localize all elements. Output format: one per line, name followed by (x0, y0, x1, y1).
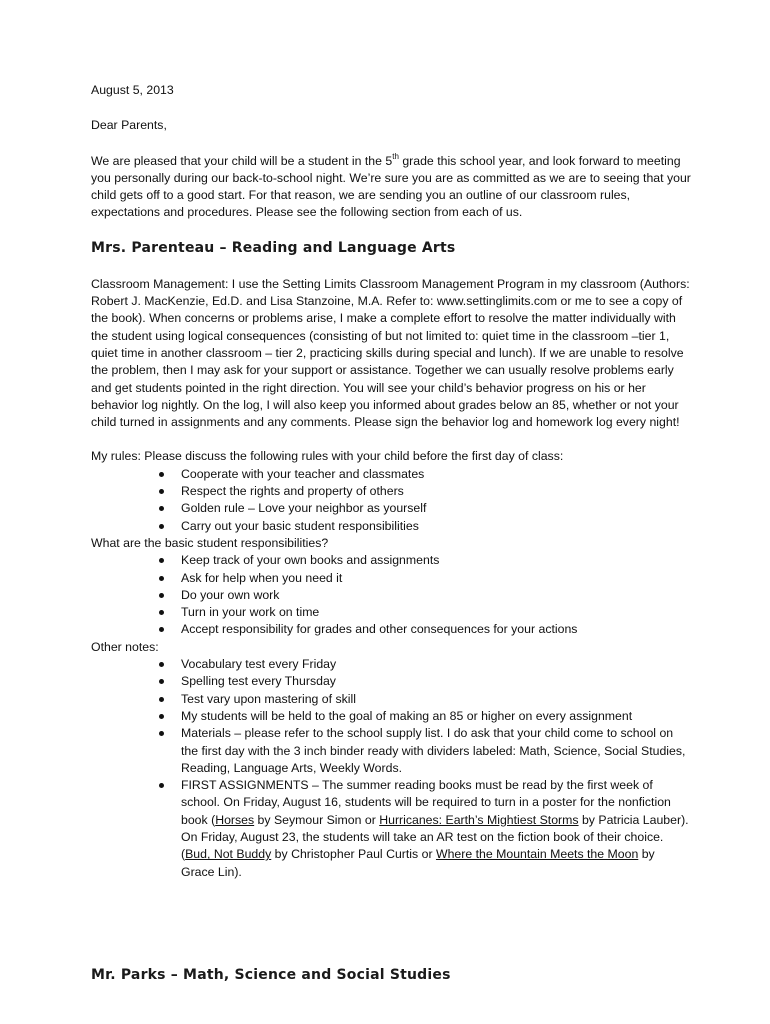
assign-text-1: FIRST ASSIGNMENTS – The summer reading books must be read by the first week of school. On Friday, August 16, students will be required to turn in a poster for the nonfiction book ( (181, 778, 671, 827)
intro-paragraph (91, 153, 691, 222)
bullet-icon (159, 662, 164, 667)
list-item (181, 483, 691, 500)
list-item (181, 587, 691, 604)
rules-intro: My rules: Please discuss the following rules with your child before the first day of class: (91, 449, 564, 464)
bullet-icon (159, 472, 164, 477)
list-item (181, 570, 691, 587)
list-item-text: Materials – please refer to the school supply list. I do ask that your child come to school on the first day with the 3 inch binder ready with dividers labeled: Math, Science, Social Studies, Reading, Language Arts, Weekly Words. (181, 726, 686, 775)
list-item (181, 673, 691, 690)
bullet-icon (159, 627, 164, 632)
letter-page (91, 82, 691, 881)
list-item-text: Accept responsibility for grades and other consequences for your actions (181, 622, 578, 637)
assign-text-3: by Patricia Lauber). On Friday, August 23, the students will take an AR test on the fiction book of their choice. ( (181, 812, 689, 862)
list-item-text: Golden rule – Love your neighbor as yourself (181, 501, 427, 516)
bullet-icon (159, 714, 164, 719)
notes-list (91, 656, 691, 881)
bullet-icon (159, 610, 164, 615)
bullet-icon (159, 576, 164, 581)
list-item-text: My students will be held to the goal of making an 85 or higher on every assignment (181, 708, 633, 723)
list-item (181, 500, 691, 517)
bullet-icon (159, 524, 164, 529)
book-title-horses: Horses (215, 812, 255, 827)
bullet-icon (159, 731, 164, 736)
bullet-icon (159, 506, 164, 511)
book-title-hurricanes: Hurricanes: Earth’s Mightiest Storms (379, 812, 579, 827)
list-item (181, 708, 691, 725)
rules-list (91, 466, 691, 535)
list-item (181, 604, 691, 621)
bullet-icon (159, 489, 164, 494)
list-item (181, 552, 691, 569)
list-item (181, 656, 691, 673)
notes-intro: Other notes: (91, 639, 159, 654)
intro-text-end: grade this school year, and look forward to meeting you personally during our back-to-school night. We’re sure you are as committed as we are to seeing that your child gets off to a good start. For that reason, we are sending you an outline of our classroom rules, expectations and procedures. Please see the following section from each of us. (91, 153, 691, 220)
list-item-text: Do your own work (181, 587, 280, 602)
list-item (181, 466, 691, 483)
list-item-text: Carry out your basic student responsibilities (181, 518, 419, 533)
list-item-text: Keep track of your own books and assignments (181, 553, 440, 568)
book-title-where-the-mountain: Where the Mountain Meets the Moon (435, 847, 639, 862)
assign-text-2: by Seymour Simon or (254, 812, 380, 827)
list-item (181, 621, 691, 638)
intro-superscript: th (392, 151, 399, 161)
bullet-icon (159, 783, 164, 788)
list-item-text: Test vary upon mastering of skill (181, 691, 356, 706)
bullet-icon (159, 697, 164, 702)
intro-text-start: We are pleased that your child will be a student in the 5 (91, 153, 393, 168)
list-item-text: Vocabulary test every Friday (181, 657, 337, 672)
assign-text-4: by Christopher Paul Curtis or (271, 847, 436, 862)
book-title-bud-not-buddy: Bud, Not Buddy (185, 847, 272, 862)
bullet-icon (159, 593, 164, 598)
letter-date: August 5, 2013 (91, 83, 174, 97)
list-item (181, 691, 691, 708)
list-item-text: Turn in your work on time (181, 605, 320, 620)
list-item-text: Ask for help when you need it (181, 570, 343, 585)
bullet-icon (159, 679, 164, 684)
section-heading-math: Mr. Parks – Math, Science and Social Studies (91, 967, 451, 983)
responsibilities-intro: What are the basic student responsibilities? (91, 535, 329, 550)
classroom-management-paragraph: Classroom Management: I use the Setting Limits Classroom Management Program in my classroom (Authors: Robert J. MacKenzie, Ed.D. and Lisa Stanzoine, M.A. Refer to: www.settinglimits.com or me to see a copy of the book). When concerns or problems arise, I make a complete effort to resolve the matter individually with the student using logical consequences (consisting of but not limited to: quiet time in the classroom –tier 1, quiet time in another classroom – tier 2, practicing skills during special and lunch). If we are unable to resolve the problem, then I may ask for your support or assistance. Together we can usually resolve problems early and get students pointed in the right direction. You will see your child’s behavior progress on his or her behavior log nightly. On the log, I will also keep you informed about grades below an 85, whether or not your child turned in assignments and any comments. Please sign the behavior log and homework log every night! (91, 276, 690, 430)
section-heading-reading: Mrs. Parenteau – Reading and Language Arts (91, 239, 456, 256)
bullet-icon (159, 558, 164, 563)
list-item-text: Cooperate with your teacher and classmates (181, 466, 425, 481)
list-item (181, 518, 691, 535)
list-item (181, 725, 691, 777)
list-item-text: Spelling test every Thursday (181, 674, 336, 689)
assign-text-5: by Grace Lin). (181, 847, 655, 879)
responsibilities-list (91, 552, 691, 638)
list-item-text: Respect the rights and property of others (181, 484, 404, 499)
salutation: Dear Parents, (91, 118, 167, 133)
first-assignments-item (181, 777, 691, 881)
